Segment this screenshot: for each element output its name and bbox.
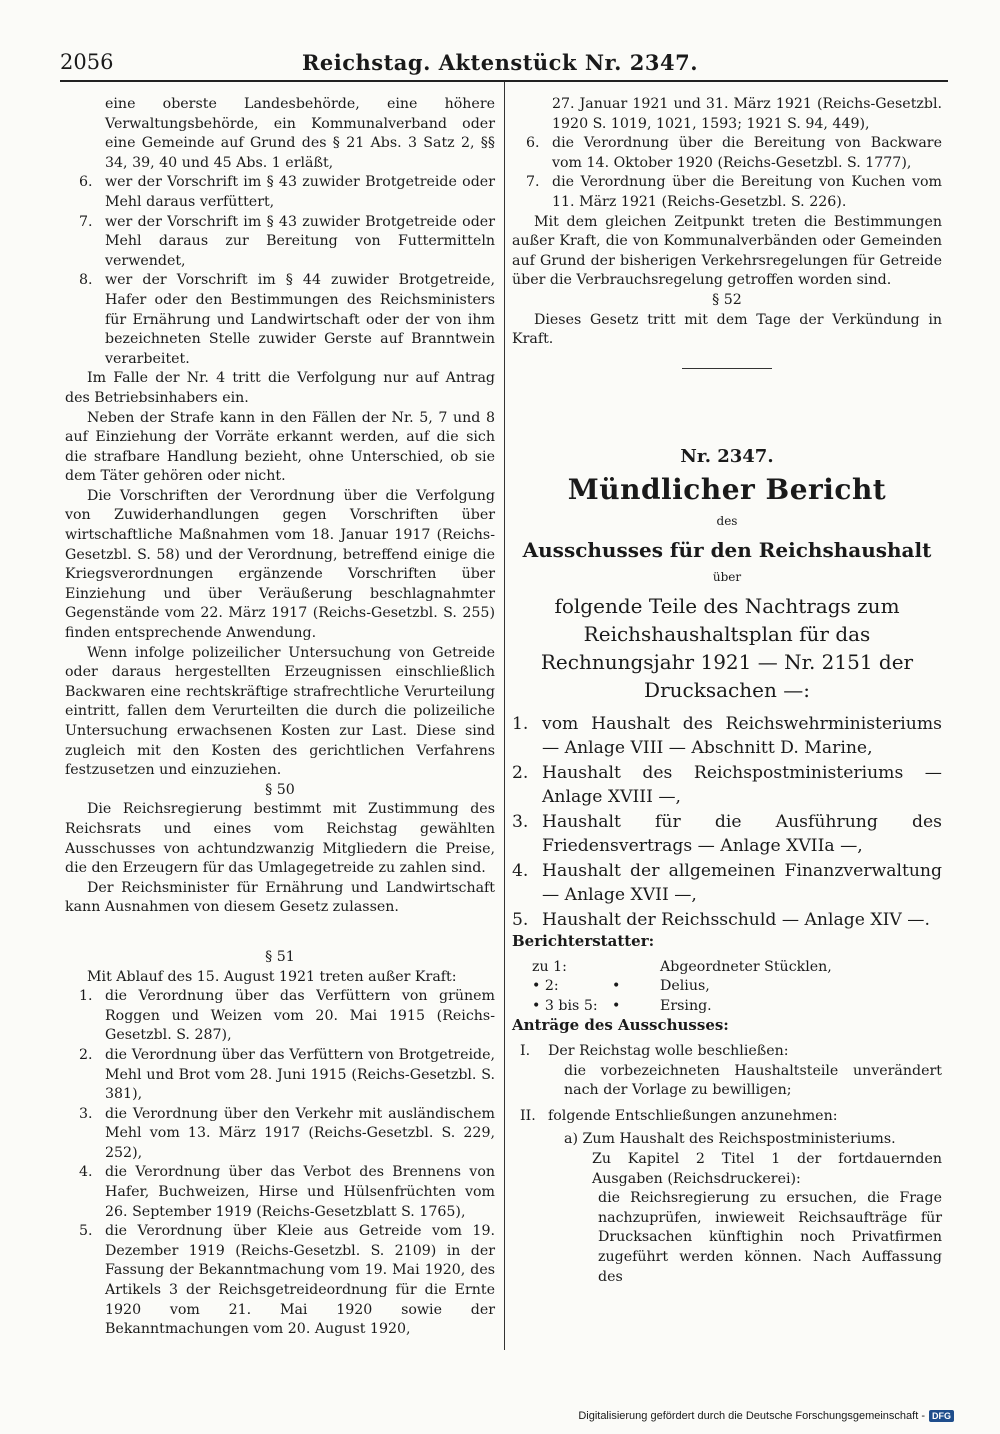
item-text: die Verordnung über die Bereitung von Backware vom 14. Oktober 1920 (Reichs-Gesetzbl. S. 1777), (552, 135, 942, 171)
item-number: 8. (79, 272, 93, 289)
item-text: vom Haushalt des Reichswehrministeriums — Anlage VIII — Abschnitt D. Marine, (542, 713, 942, 758)
item-text: Haushalt des Reichspostministeriums — Anlage XVIII —, (542, 762, 942, 807)
paragraph: Im Falle der Nr. 4 tritt die Verfolgung nur auf Antrag des Betriebsinhabers ein. (65, 370, 495, 406)
paragraph: Mit Ablauf des 15. August 1921 treten außer Kraft: (87, 968, 457, 985)
item-text: die Verordnung über das Verfüttern von Brotgetreide, Mehl und Brot vom 28. Juni 1915 (Reichs-Gesetzbl. S. 381), (105, 1046, 495, 1103)
item-text: die Verordnung über das Verbot des Brennens von Hafer, Buchweizen, Hirse und Hülsenfrüchten vom 26. September 1919 (Reichs-Gesetzblatt S. 1765), (105, 1164, 495, 1220)
section-heading-52: § 52 (712, 291, 742, 308)
column-divider (504, 82, 505, 1350)
item-number: 2. (79, 1046, 93, 1063)
paragraph: Die Reichsregierung bestimmt mit Zustimmung des Reichsrats und eines vom Reichstag gewählten Ausschusses von achtundzwanzig Mitgliedern die Preise, die den Erzeugern für das Umlagegetreide zu zahlen sind. (65, 801, 495, 877)
motion-detail: die vorbezeichneten Haushaltsteile unverändert nach der Vorlage zu bewilligen; (564, 1062, 942, 1099)
item-number: 7. (526, 174, 540, 191)
reporter-ref: zu 1: (532, 958, 567, 975)
list-item (512, 712, 942, 761)
reporters-heading: Berichterstatter: (512, 932, 655, 950)
item-number: 6. (79, 174, 93, 191)
motion-subitem: a) Zum Haushalt des Reichspostministeriums. (564, 1131, 896, 1148)
list-item (65, 1046, 495, 1105)
reporter-name: Ersing. (660, 997, 712, 1014)
digitization-footer (578, 1410, 954, 1422)
motion-1 (512, 1042, 942, 1062)
motion-chapter: Zu Kapitel 2 Titel 1 der fortdauernden Ausgaben (Reichsdruckerei): (592, 1150, 942, 1187)
item-text: wer der Vorschrift im § 43 zuwider Brotgetreide oder Mehl daraus verfüttert, (105, 174, 495, 210)
report-number: Nr. 2347. (680, 445, 774, 467)
item-text: die Verordnung über Kleie aus Getreide vom 19. Dezember 1919 (Reichs-Gesetzbl. S. 2109) in der Fassung der Bekanntmachung vom 19. Mai 1920, des Artikels 3 der Reichsgetreideordnung für die Ernte 1920 vom 21. Mai 1920 sowie der Bekanntmachungen vom 20. August 1920, (105, 1223, 495, 1338)
item-number: 1. (512, 713, 529, 734)
list-item (512, 859, 942, 908)
list-item (512, 761, 942, 810)
reporter-ref: • 3 bis 5: (532, 997, 598, 1014)
list-item (65, 271, 495, 369)
page-header (60, 50, 940, 80)
reporter-mark: • (612, 997, 621, 1014)
report-subject: folgende Teile des Nachtrags zum Reichshaushaltsplan für das Rechnungsjahr 1921 — Nr. 2151 der Drucksachen —: (540, 593, 914, 702)
item-text: Haushalt der Reichsschuld — Anlage XIV —. (542, 909, 930, 930)
section-divider (682, 368, 772, 369)
item-text: die Verordnung über die Bereitung von Kuchen vom 11. März 1921 (Reichs-Gesetzbl. S. 226). (552, 174, 942, 210)
item-number: 3. (512, 811, 529, 832)
paragraph: Dieses Gesetz tritt mit dem Tage der Verkündung in Kraft. (512, 311, 942, 348)
item-text: Haushalt der allgemeinen Finanzverwaltung — Anlage XVII —, (542, 860, 942, 905)
list-item (512, 908, 942, 933)
motion-number: II. (520, 1107, 536, 1124)
motion-text: folgende Entschließungen anzunehmen: (548, 1107, 838, 1124)
offense-list (65, 173, 495, 369)
list-item (65, 1163, 495, 1222)
repealed-list-cont (512, 134, 942, 212)
item-number: 2. (512, 762, 529, 783)
list-item (65, 213, 495, 272)
item-number: 4. (79, 1164, 93, 1181)
paragraph: Die Vorschriften der Verordnung über die Verfolgung von Zuwiderhandlungen gegen Vorschriften über wirtschaftliche Maßnahmen vom 18. Januar 1917 (Reichs-Gesetzbl. S. 58) und der Verordnung, betreffend einige die Kriegsverordnungen ergänzende Vorschriften über Einziehung und über Veräußerung beschlagnahmter Gegenstände vom 22. März 1917 (Reichs-Gesetzbl. S. 255) finden entsprechende Anwendung. (65, 487, 495, 642)
item-text: die Verordnung über den Verkehr mit ausländischem Mehl vom 13. März 1917 (Reichs-Gesetzbl. S. 229, 252), (105, 1105, 495, 1161)
paragraph: Der Reichsminister für Ernährung und Landwirtschaft kann Ausnahmen von diesem Gesetz zulassen. (65, 879, 495, 916)
repealed-list (65, 987, 495, 1340)
running-title: Reichstag. Aktenstück Nr. 2347. (301, 50, 699, 75)
list-item (65, 173, 495, 212)
item-text: wer der Vorschrift im § 44 zuwider Brotgetreide, Hafer oder den Bestimmungen des Reichsministers für Ernährung und Landwirtschaft oder der von ihm bezeichneten Stelle zuwider Gerste auf Branntwein verarbeitet. (105, 272, 495, 367)
reporter-ref: • 2: (532, 978, 559, 995)
reporter-name: Abgeordneter Stücklen, (660, 958, 832, 975)
reporter-mark: • (612, 978, 621, 995)
item-number: 6. (526, 135, 540, 152)
right-column (512, 95, 942, 1287)
motions-heading: Anträge des Ausschusses: (512, 1016, 729, 1035)
list-item (65, 1105, 495, 1164)
committee-name: Ausschusses für den Reichshaushalt (522, 537, 932, 562)
paragraph: Wenn infolge polizeilicher Untersuchung von Getreide oder daraus hergestellten Erzeugnissen einschließlich Backwaren eine rechtskräftige strafrechtliche Verurteilung eintritt, fallen dem Verurteilten die durch die polizeiliche Untersuchung erwachsenen Kosten zur Last. Diese sind zugleich mit den Kosten des gerichtlichen Verfahrens festzusetzen und einzuziehen. (65, 644, 495, 779)
dfg-logo: DFG (929, 1410, 954, 1422)
reporters-table (532, 958, 942, 1017)
list-item (65, 987, 495, 1046)
motion-2 (512, 1107, 942, 1127)
motion-number: I. (520, 1042, 531, 1059)
item-text: wer der Vorschrift im § 43 zuwider Brotgetreide oder Mehl daraus zur Bereitung von Futtermitteln verwendet, (105, 213, 495, 269)
list-item (512, 134, 942, 173)
reporter-row (532, 997, 942, 1017)
reporter-mark (612, 958, 660, 978)
item-text: die Verordnung über das Verfüttern von grünem Roggen und Weizen vom 20. Mai 1915 (Reichs-Gesetzbl. S. 287), (105, 988, 495, 1044)
des-label: des (716, 514, 738, 529)
page-number: 2056 (60, 50, 114, 74)
reporter-row (532, 977, 942, 997)
list-item (512, 173, 942, 212)
motion-text: Der Reichstag wolle beschließen: (548, 1042, 789, 1059)
section-heading-50: § 50 (265, 781, 295, 798)
item-number: 1. (79, 988, 93, 1005)
item-number: 4. (512, 860, 529, 881)
list-item (65, 1222, 495, 1340)
item-number: 7. (79, 213, 93, 230)
paragraph: Mit dem gleichen Zeitpunkt treten die Bestimmungen außer Kraft, die von Kommunalverbänden oder Gemeinden auf Grund der bisherigen Verkehrsregelungen für Getreide über die Verbrauchsregelung getroffen worden sind. (512, 213, 942, 289)
item-text: Haushalt für die Ausführung des Friedensvertrags — Anlage XVIIa —, (542, 811, 942, 856)
budget-parts-list (512, 712, 942, 933)
continued-paragraph: eine oberste Landesbehörde, eine höhere Verwaltungsbehörde, ein Kommunalverband oder eine Gemeinde auf Grund des § 21 Abs. 3 Satz 2, §§ 34, 39, 40 und 45 Abs. 1 erläßt, (105, 96, 495, 171)
ueber-label: über (712, 569, 742, 584)
item-number: 5. (512, 909, 529, 930)
item-number: 3. (79, 1105, 93, 1122)
list-item (512, 810, 942, 859)
report-title: Mündlicher Bericht (567, 473, 887, 507)
footer-text: Digitalisierung gefördert durch die Deutsche Forschungsgemeinschaft - (578, 1410, 925, 1422)
reporter-row (532, 958, 942, 978)
motion-detail: die Reichsregierung zu ersuchen, die Frage nachzuprüfen, inwieweit Reichsaufträge für Drucksachen künftighin noch Privatfirmen zugeführt werden können. Nach Auffassung des (598, 1190, 942, 1285)
item-number: 5. (79, 1223, 93, 1240)
left-column (65, 95, 495, 1340)
reporter-name: Delius, (660, 978, 710, 995)
section-heading-51: § 51 (265, 948, 295, 965)
paragraph: Neben der Strafe kann in den Fällen der Nr. 5, 7 und 8 auf Einziehung der Vorräte erkannt werden, auf die sich die strafbare Handlung bezieht, ohne Unterschied, ob sie dem Täter gehören oder nicht. (65, 409, 495, 485)
continued-item: 27. Januar 1921 und 31. März 1921 (Reichs-Gesetzbl. 1920 S. 1019, 1021, 1593; 1921 S. 94, 449), (552, 96, 942, 132)
